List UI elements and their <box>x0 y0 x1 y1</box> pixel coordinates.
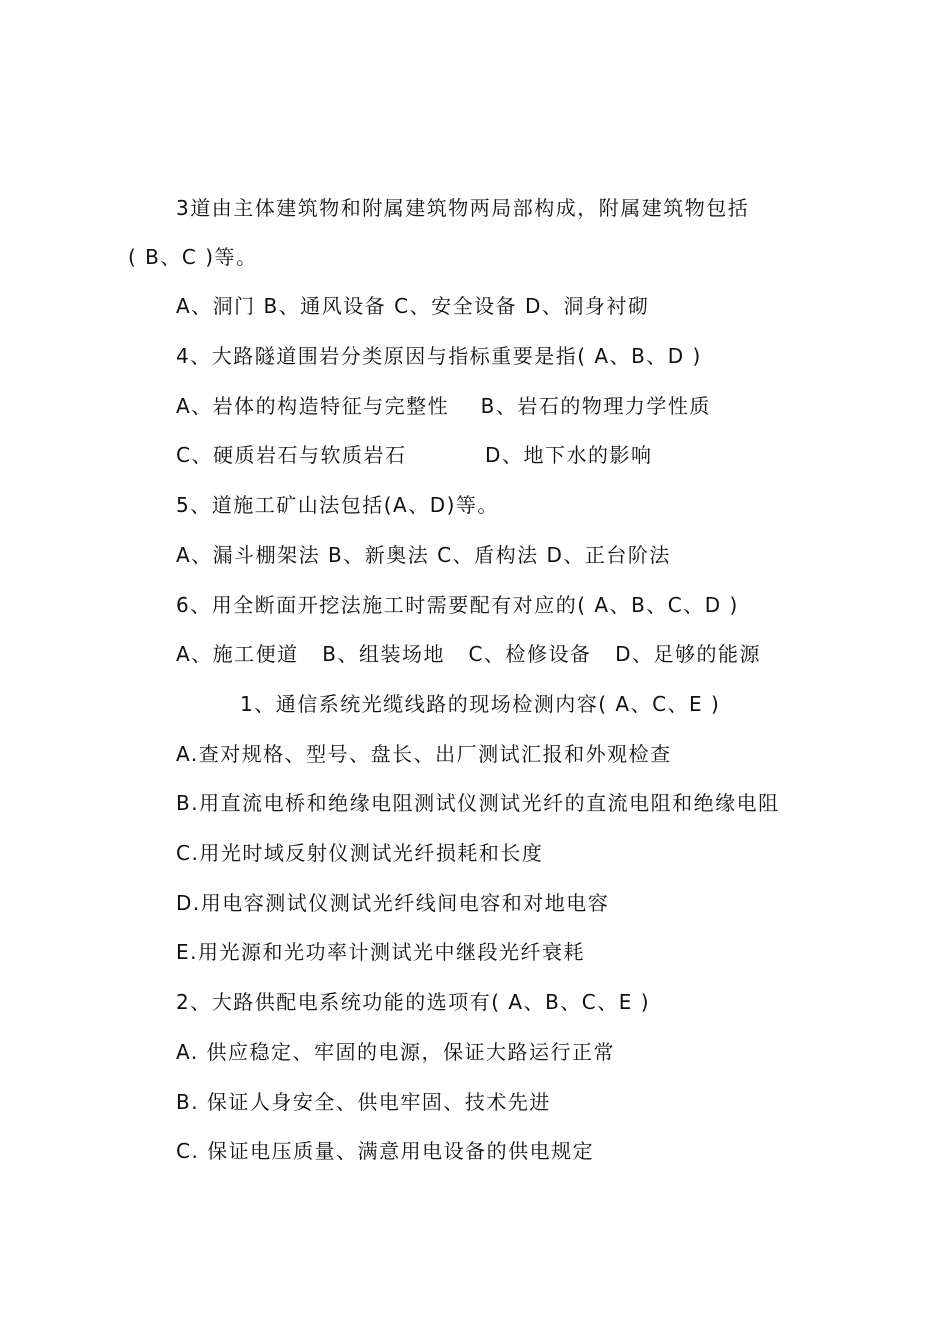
text-line-14: C.用光时域反射仪测试光纤损耗和长度 <box>176 841 544 865</box>
text-line-6: C、硬质岩石与软质岩石 D、地下水的影响 <box>176 443 653 467</box>
text-line-1: 3道由主体建筑物和附属建筑物两局部构成，附属建筑物包括 <box>176 196 750 220</box>
text-line-8: A、漏斗棚架法 B、新奥法 C、盾构法 D、正台阶法 <box>176 543 671 567</box>
text-line-20: C. 保证电压质量、满意用电设备的供电规定 <box>176 1139 595 1163</box>
text-line-3: A、洞门 B、通风设备 C、安全设备 D、洞身衬砌 <box>176 294 650 318</box>
text-line-15: D.用电容测试仪测试光纤线间电容和对地电容 <box>176 891 610 915</box>
text-line-11: 1、通信系统光缆线路的现场检测内容( A、C、E ) <box>240 692 721 716</box>
text-line-5: A、岩体的构造特征与完整性 B、岩石的物理力学性质 <box>176 394 711 418</box>
text-line-9: 6、用全断面开挖法施工时需要配有对应的( A、B、C、D ) <box>176 593 739 617</box>
text-line-17: 2、大路供配电系统功能的选项有( A、B、C、E ) <box>176 990 651 1014</box>
text-line-19: B. 保证人身安全、供电牢固、技术先进 <box>176 1090 551 1114</box>
text-line-4: 4、大路隧道围岩分类原因与指标重要是指( A、B、D ) <box>176 344 702 368</box>
text-line-7: 5、道施工矿山法包括(A、D)等。 <box>176 493 499 517</box>
text-line-2: ( B、C )等。 <box>128 245 258 269</box>
text-line-10: A、施工便道 B、组装场地 C、检修设备 D、足够的能源 <box>176 642 761 666</box>
text-line-18: A. 供应稳定、牢固的电源，保证大路运行正常 <box>176 1040 616 1064</box>
text-line-13: B.用直流电桥和绝缘电阻测试仪测试光纤的直流电阻和绝缘电阻 <box>176 791 780 815</box>
text-line-12: A.查对规格、型号、盘长、出厂测试汇报和外观检查 <box>176 742 672 766</box>
text-line-16: E.用光源和光功率计测试光中继段光纤衰耗 <box>176 940 585 964</box>
